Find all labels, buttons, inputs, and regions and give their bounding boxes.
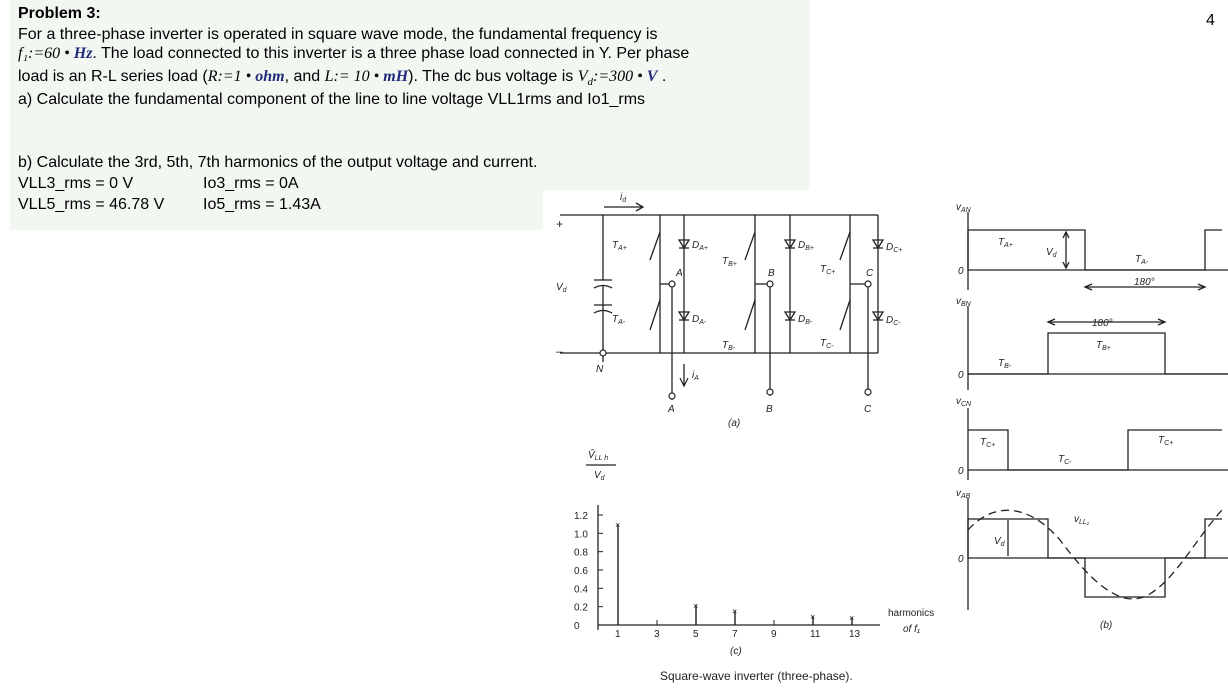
- wave-ta-minus: $T_{A-}$: [1135, 254, 1149, 266]
- line-2-tail: . The load connected to this inverter is a three phase load connected in Y. Per phase: [92, 45, 690, 62]
- spectrum-xtick-label: 5: [693, 629, 699, 640]
- label-b-caption: (b): [1100, 620, 1113, 631]
- label-vd: $V_d$: [556, 282, 567, 294]
- wave-tc-plus-2: $T_{C+}$: [1158, 435, 1174, 447]
- line-3-d: .: [657, 68, 667, 85]
- label-plus: +: [556, 217, 564, 231]
- spectrum-ylabel-num: $V̂_{LL h}$: [588, 450, 609, 462]
- spectrum-ytick-label: 0: [574, 621, 580, 632]
- label-db-minus: $D_{B-}$: [798, 314, 813, 326]
- wave-tb-minus: $T_{B-}$: [998, 358, 1012, 370]
- label-n: N: [596, 364, 604, 375]
- label-terminal-a: A: [668, 404, 675, 415]
- wave-vd: $V_d$: [1046, 247, 1057, 259]
- wave-180-1: 180°: [1134, 277, 1155, 288]
- spectrum-xtick-label: 9: [771, 629, 777, 640]
- l-symbol: L: [324, 68, 334, 85]
- line-3-b: , and: [284, 68, 325, 85]
- r-unit: ohm: [255, 68, 285, 85]
- label-ia: $i_A$: [692, 370, 699, 382]
- line-3-c: ). The dc bus voltage is: [408, 68, 578, 85]
- part-b: b) Calculate the 3rd, 5th, 7th harmonics of the output voltage and current.: [18, 154, 538, 171]
- problem-title: Problem 3:: [18, 5, 101, 22]
- result-io3: Io3_rms = 0A: [203, 175, 299, 192]
- figure-caption: Square-wave inverter (three-phase).: [660, 669, 853, 683]
- label-da-minus: $D_{A-}$: [692, 314, 707, 326]
- label-zero-1: 0: [958, 266, 964, 277]
- label-node-b: B: [768, 268, 775, 279]
- label-van: $v_{AN}$: [956, 202, 971, 214]
- r-symbol: R: [207, 68, 218, 85]
- vd-unit: V: [646, 68, 658, 85]
- label-tc-minus: $T_{C-}$: [820, 338, 834, 350]
- label-vab: $v_{AB}$: [956, 488, 971, 500]
- spectrum-xtick-label: 13: [849, 629, 861, 640]
- spectrum-ytick-label: 1.2: [574, 511, 588, 522]
- label-node-a: A: [676, 268, 683, 279]
- wave-tb-plus: $T_{B+}$: [1096, 340, 1111, 352]
- vd-definition: :=300 •: [593, 68, 647, 85]
- problem-line-1: For a three-phase inverter is operated in square wave mode, the fundamental frequency is: [18, 26, 658, 43]
- spectrum-ytick-label: 0.4: [574, 584, 588, 596]
- label-db-plus: $D_{B+}$: [798, 240, 814, 252]
- result-vll3: VLL3_rms = 0 V: [18, 175, 134, 192]
- vd-subscript: d: [587, 76, 593, 89]
- label-terminal-b: B: [766, 404, 773, 415]
- label-vcn: $v_{CN}$: [956, 396, 972, 408]
- label-ta-minus: $T_{A-}$: [612, 314, 626, 326]
- line-3-a: load is an R-L series load (: [18, 68, 208, 85]
- label-dc-minus: $D_{C-}$: [886, 315, 901, 327]
- spectrum-ytick-label: 0.8: [574, 547, 588, 559]
- freq-unit: Hz: [73, 45, 93, 62]
- spectrum-ytick-label: 0.6: [574, 566, 588, 577]
- spectrum-bar-cap: ×: [693, 600, 699, 611]
- r-definition: :=1 •: [217, 68, 256, 85]
- spectrum-ylabel-den: $V_d$: [594, 470, 605, 482]
- spectrum-bar-cap: ×: [615, 520, 621, 531]
- part-a: a) Calculate the fundamental component of the line to line voltage VLL1rms and Io1_rms: [18, 91, 646, 108]
- label-dc-plus: $D_{C+}$: [886, 242, 903, 254]
- result-vll5: VLL5_rms = 46.78 V: [18, 196, 165, 213]
- label-node-c: C: [866, 268, 874, 279]
- label-id: $i_d$: [620, 192, 627, 204]
- l-definition: := 10 •: [333, 68, 384, 85]
- wave-tc-plus-1: $T_{C+}$: [980, 437, 996, 449]
- page-number: 4: [1206, 12, 1215, 29]
- label-tb-minus: $T_{B-}$: [722, 340, 736, 352]
- wave-ta-plus: $T_{A+}$: [998, 237, 1013, 249]
- label-tb-plus: $T_{B+}$: [722, 256, 737, 268]
- spectrum-xlabel-1: harmonics: [888, 608, 935, 619]
- wave-tc-minus: $T_{C-}$: [1058, 454, 1072, 466]
- label-tc-plus: $T_{C+}$: [820, 264, 836, 276]
- spectrum-bar-cap: ×: [732, 606, 738, 617]
- spectrum-xtick-label: 1: [615, 629, 621, 640]
- wave-vd-2: $V_d$: [994, 536, 1005, 548]
- vd-symbol: V: [577, 68, 588, 85]
- spectrum-bar-cap: ×: [849, 613, 855, 624]
- wave-vll1: $v_{LL_1}$: [1074, 514, 1089, 526]
- label-ta-plus: $T_{A+}$: [612, 240, 627, 252]
- spectrum-ytick-label: 1.0: [574, 529, 588, 541]
- label-zero-2: 0: [958, 370, 964, 381]
- label-zero-3: 0: [958, 466, 964, 477]
- label-zero-4: 0: [958, 554, 964, 565]
- spectrum-bar-cap: ×: [810, 611, 816, 622]
- label-c-caption: (c): [730, 646, 742, 657]
- freq-definition: :=60 •: [28, 45, 74, 62]
- wave-180-2: 180°: [1092, 318, 1113, 329]
- spectrum-xtick-label: 3: [654, 629, 660, 640]
- spectrum-xlabel-2: of f₁: [903, 624, 921, 635]
- label-da-plus: $D_{A+}$: [692, 240, 708, 252]
- spectrum-xtick-label: 11: [810, 629, 821, 640]
- label-minus: –: [556, 344, 563, 358]
- label-vbn: $v_{BN}$: [956, 296, 971, 308]
- result-io5: Io5_rms = 1.43A: [203, 196, 321, 213]
- spectrum-xtick-label: 7: [732, 629, 738, 640]
- l-unit: mH: [383, 68, 409, 85]
- freq-symbol: f₁: [18, 45, 29, 62]
- label-terminal-c: C: [864, 404, 872, 415]
- spectrum-ytick-label: 0.2: [574, 602, 588, 614]
- label-a-caption: (a): [728, 418, 741, 429]
